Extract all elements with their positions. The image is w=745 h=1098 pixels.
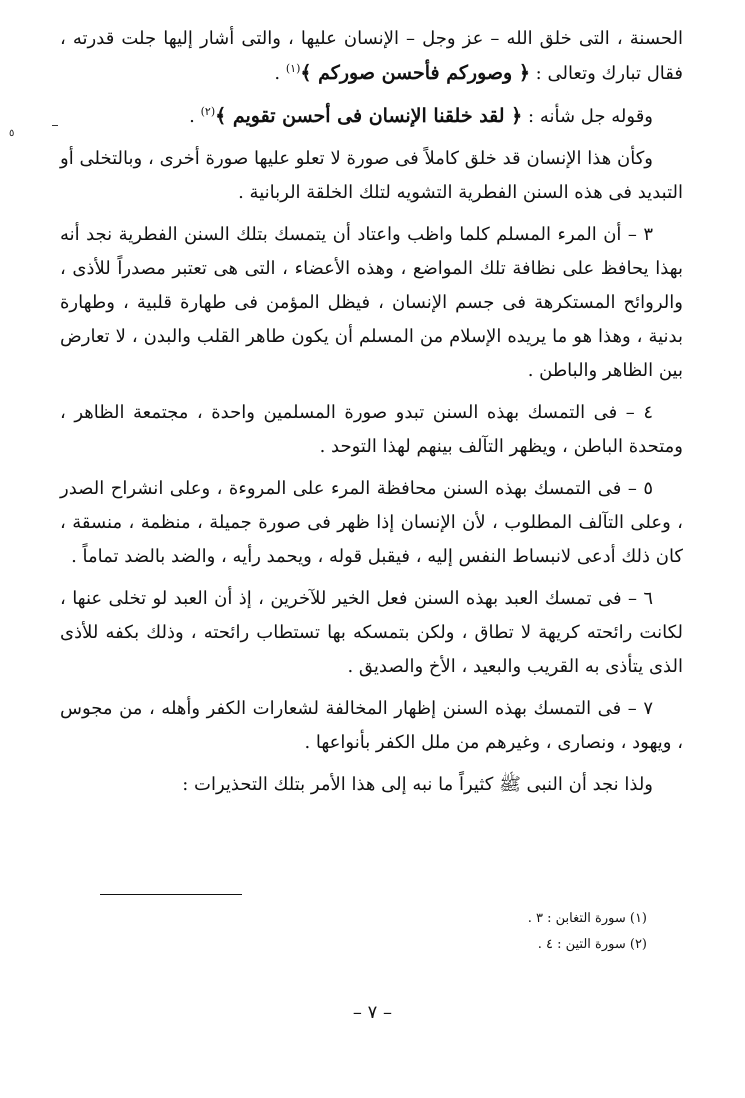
quran-verse-2: ﴿ لقد خلقنا الإنسان فى أحسن تقويم ﴾ (215, 105, 523, 127)
page-number: – ٧ – (352, 1002, 393, 1023)
margin-dash (52, 125, 58, 126)
footnote-divider (100, 894, 242, 895)
paragraph-closing: ولذا نجد أن النبى ﷺ كثيراً ما نبه إلى هذا الأمر بتلك التحذيرات : (182, 774, 653, 795)
footnote-ref-1: (١) (285, 62, 301, 75)
paragraph-point-7: ٧ – فى التمسك بهذه السنن إظهار المخالفة لشعارات الكفر وأهله ، من مجوس ، ويهود ، ونصارى ، وغيرهم من ملل الكفر بأنواعها . (60, 698, 683, 753)
quran-verse-1: ﴿ وصوركم فأحسن صوركم ﴾ (300, 62, 530, 84)
paragraph-point-3: ٣ – أن المرء المسلم كلما واظب واعتاد أن يتمسك بتلك السنن الفطرية نجد أنه بهذا يحافظ على نظافة تلك المواضع ، وهذه الأعضاء ، التى هى تعتبر مصدراً للأذى ، والروائح المستكرهة فى جسم الإنسان ، فيظل المؤمن فى طهارة قلبية ، وطهارة بدنية ، وهذا هو ما يريده الإسلام من المسلم أن يكون طاهر القلب والبدن ، لا تعارض بين الظاهر والباطن . (60, 224, 683, 381)
paragraph-point-4: ٤ – فى التمسك بهذه السنن تبدو صورة المسلمين واحدة ، مجتمعة الظاهر ، ومتحدة الباطن ، ويظهر التآلف بينهم لهذا التوحد . (60, 402, 683, 457)
footnotes (528, 906, 647, 958)
footnote-1: (١) سورة التغابن : ٣ . (527, 911, 647, 926)
paragraph-2-end: . (189, 106, 201, 127)
margin-mark: ٥ (9, 128, 15, 139)
paragraph-2 (60, 99, 683, 134)
paragraph-2-text: وقوله جل شأنه : (522, 106, 653, 127)
footnote-2: (٢) سورة التين : ٤ . (537, 937, 647, 952)
paragraph-1-end: . (274, 63, 286, 84)
paragraph-3: وكأن هذا الإنسان قد خلق كاملاً فى صورة لا تعلو عليها صورة أخرى ، وبالتخلى أو التبديد فى هذه السنن الفطرية التشويه لتلك الخلقة الربانية . (60, 148, 683, 203)
paragraph-point-5: ٥ – فى التمسك بهذه السنن محافظة المرء على المروءة ، وعلى انشراح الصدر ، وعلى التآلف المطلوب ، لأن الإنسان إذا ظهر فى صورة جميلة ، منظمة ، منسقة ، كان ذلك أدعى لانبساط النفس إليه ، فيقبل قوله ، ويحمد رأيه ، والضد بالضد تماماً . (60, 478, 683, 567)
footnote-ref-2: (٢) (200, 105, 216, 118)
paragraph-1-text: الحسنة ، التى خلق الله – عز وجل – الإنسان عليها ، والتى أشار إليها جلت قدرته ، فقال تبارك وتعالى : (60, 28, 683, 84)
paragraph-1 (60, 22, 683, 91)
paragraph-point-6: ٦ – فى تمسك العبد بهذه السنن فعل الخير للآخرين ، إذ أن العبد لو تخلى عنها ، لكانت رائحته كريهة لا تطاق ، ولكن بتمسكه بها تستطاب رائحته ، وذلك بكفه للأذى الذى يتأذى به القريب والبعيد ، الأخ والصديق . (60, 588, 683, 677)
page-body (60, 22, 683, 810)
